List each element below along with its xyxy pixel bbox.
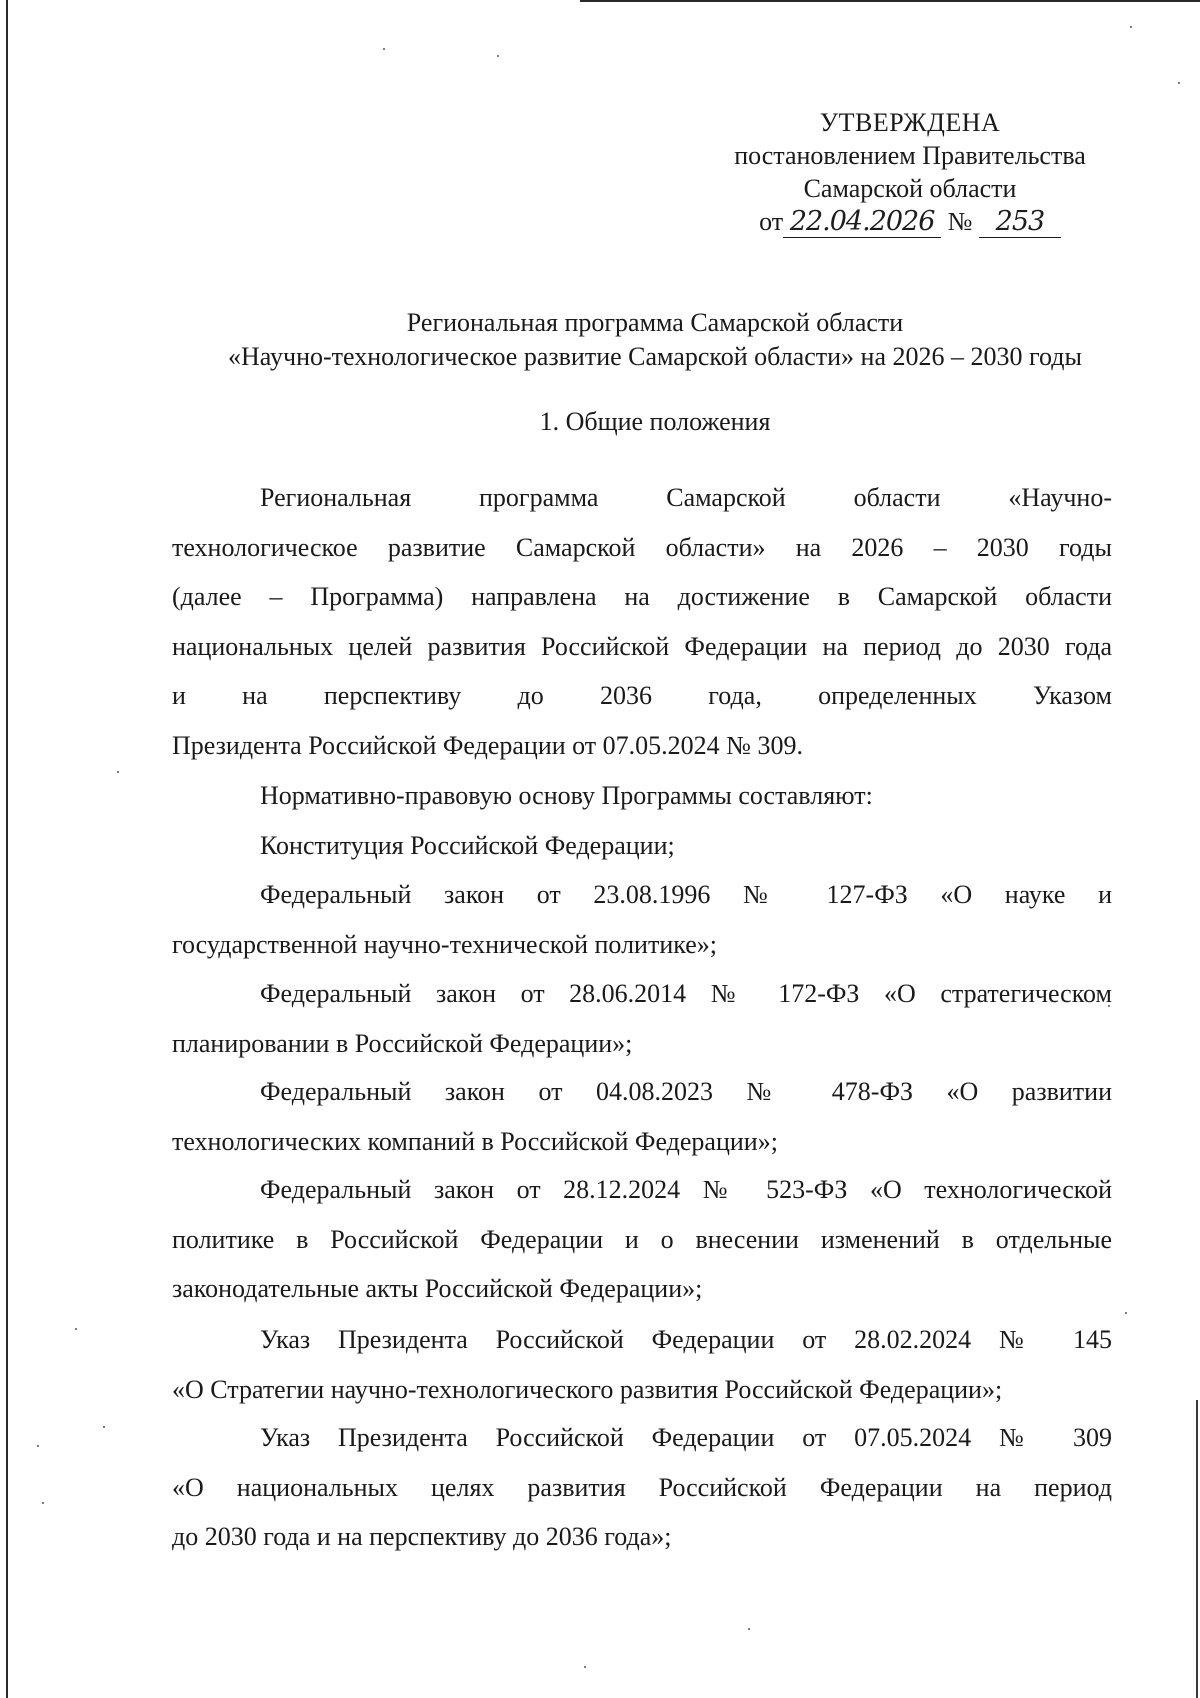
paragraph-line: Президента Российской Федерации от 07.05.2024 № 309.: [172, 730, 803, 760]
scan-speck: [1125, 1312, 1127, 1314]
scan-speck: [584, 1666, 586, 1668]
scan-edge-top: [580, 0, 1200, 2]
scan-speck: [103, 1426, 105, 1428]
paragraph-line: национальных целей развития Российской Федерации на период до 2030 года: [172, 631, 1112, 661]
handwritten-date: 22.04.2026: [783, 207, 941, 238]
legal-basis-constitution: Конституция Российской Федерации;: [260, 830, 675, 860]
title-line-1: Региональная программа Самарской области: [406, 308, 904, 337]
section-heading: 1. Общие положения: [539, 407, 771, 436]
approval-date-line: [690, 205, 1130, 238]
scan-edge-left: [6, 0, 8, 1698]
paragraph-line: (далее – Программа) направлена на достижение в Самарской области: [172, 582, 1112, 611]
legal-item-line: Федеральный закон от 28.06.2014 № 172-ФЗ «О стратегическом: [260, 979, 1112, 1008]
legal-basis: [172, 771, 1112, 870]
paragraph-intro: [172, 473, 1112, 770]
legal-item-172fz: [172, 969, 1112, 1068]
legal-item-line: до 2030 года и на перспективу до 2036 года»;: [172, 1522, 672, 1551]
legal-basis-intro: Нормативно-правовую основу Программы составляют:: [260, 781, 873, 810]
scan-speck: [748, 1628, 750, 1630]
scan-speck: [383, 48, 385, 50]
title-line-2: «Научно-технологическое развитие Самарской области» на 2026 – 2030 годы: [228, 342, 1082, 371]
legal-item-523fz: [172, 1165, 1112, 1314]
approval-heading: УТВЕРЖДЕНА: [819, 108, 1001, 137]
scan-speck: [1178, 82, 1180, 84]
legal-item-decree-145: [172, 1315, 1112, 1414]
legal-item-127fz: [172, 870, 1112, 969]
handwritten-number: 253: [979, 207, 1061, 238]
document-title: [150, 306, 1160, 374]
legal-item-line: планировании в Российской Федерации»;: [172, 1028, 633, 1058]
approval-block: [690, 106, 1130, 238]
legal-item-line: Федеральный закон от 04.08.2023 № 478-ФЗ «О развитии: [260, 1077, 1112, 1106]
paragraph-line: и на перспективу до 2036 года, определенных Указом: [172, 681, 1112, 710]
scan-edge-right: [1196, 1400, 1198, 1698]
scan-speck: [75, 1328, 77, 1330]
scan-speck: [497, 55, 499, 57]
number-sign: №: [947, 207, 973, 236]
legal-item-line: Федеральный закон от 23.08.1996 № 127-ФЗ «О науке и: [260, 880, 1112, 909]
scan-speck: [37, 1445, 39, 1447]
legal-item-line: Федеральный закон от 28.12.2024 № 523-ФЗ «О технологической: [260, 1175, 1112, 1204]
legal-item-478fz: [172, 1067, 1112, 1166]
legal-item-line: государственной научно-технической политике»;: [172, 929, 717, 959]
paragraph-line: Региональная программа Самарской области «Научно-: [260, 483, 1112, 512]
scan-speck: [117, 771, 119, 773]
legal-item-line: «О национальных целях развития Российской Федерации на период: [172, 1472, 1112, 1502]
legal-item-decree-309: [172, 1413, 1112, 1562]
legal-item-line: политике в Российской Федерации и о внесении изменений в отдельные: [172, 1224, 1112, 1254]
legal-item-line: Указ Президента Российской Федерации от 28.02.2024 № 145: [260, 1325, 1112, 1354]
scan-speck: [1130, 26, 1132, 28]
paragraph-line: технологическое развитие Самарской области» на 2026 – 2030 годы: [172, 532, 1112, 562]
legal-item-line: законодательные акты Российской Федерации»;: [172, 1274, 703, 1303]
date-prefix: от: [759, 207, 784, 236]
legal-item-line: технологических компаний в Российской Федерации»;: [172, 1126, 778, 1156]
legal-item-line: «О Стратегии научно-технологического развития Российской Федерации»;: [172, 1374, 1003, 1404]
approval-line-1: постановлением Правительства: [734, 141, 1086, 170]
approval-line-2: Самарской области: [803, 174, 1017, 203]
legal-item-line: Указ Президента Российской Федерации от 07.05.2024 № 309: [260, 1423, 1112, 1452]
scan-speck: [42, 1502, 44, 1504]
